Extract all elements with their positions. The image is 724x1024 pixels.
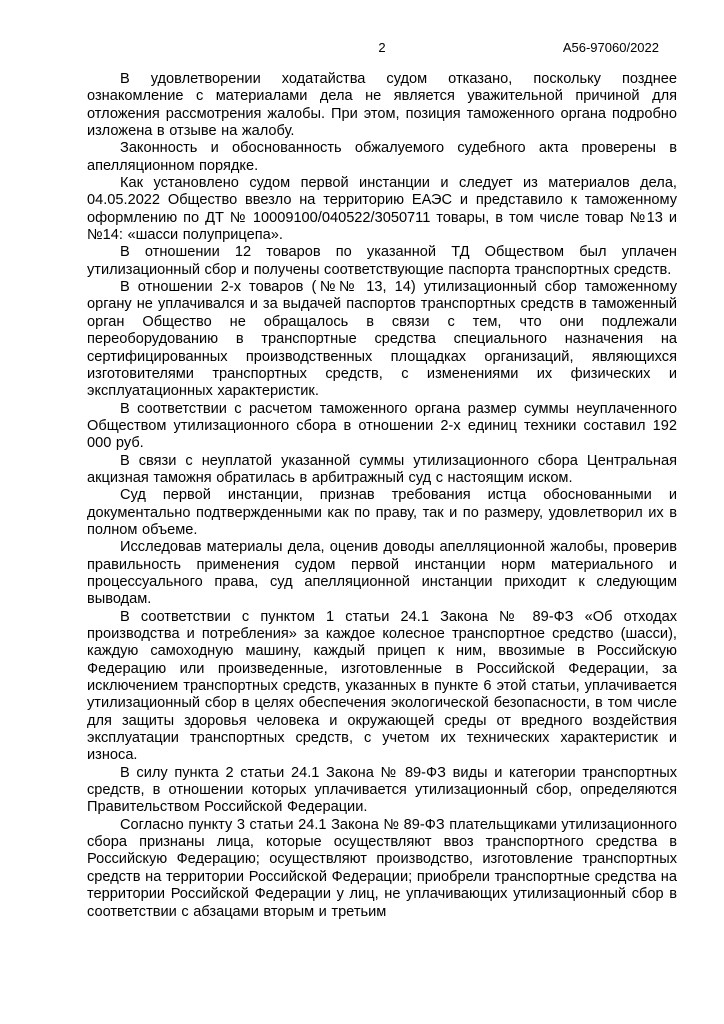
paragraph: В отношении 2-х товаров (№№ 13, 14) утилизационный сбор таможенному органу не уплачивался и за выдачей паспортов транспортных средств в таможенный орган Общество не обращалось в связи с тем, что они подлежали переоборудованию в транспортные средства специального назначения на сертифицированных производственных площадках организаций, являющихся изготовителями транспортных средств, с изменениями их физических и эксплуатационных характеристик. [87,279,677,400]
paragraph: В связи с неуплатой указанной суммы утилизационного сбора Центральная акцизная таможня обратилась в арбитражный суд с настоящим иском. [87,452,677,486]
paragraph: Суд первой инстанции, признав требования истца обоснованными и документально подтвержденными как по праву, так и по размеру, удовлетворил их в полном объеме. [87,487,677,538]
document-body [87,71,677,921]
paragraph: Согласно пункту 3 статьи 24.1 Закона № 89-ФЗ плательщиками утилизационного сбора признаны лица, которые осуществляют ввоз транспортного средства в Российскую Федерацию; осуществляют производство, изготовление транспортных средств на территории Российской Федерации; приобрели транспортные средства на территории Российской Федерации у лиц, не уплачивающих утилизационный сбор в соответствии с абзацами вторым и третьим [87,816,677,920]
paragraph: В отношении 12 товаров по указанной ТД Обществом был уплачен утилизационный сбор и получены соответствующие паспорта транспортных средств. [87,244,677,278]
page-number: 2 [378,40,386,55]
paragraph: Законность и обоснованность обжалуемого судебного акта проверены в апелляционном порядке. [87,140,677,174]
paragraph: Как установлено судом первой инстанции и следует из материалов дела, 04.05.2022 Общество ввезло на территорию ЕАЭС и представило к таможенному оформлению по ДТ № 10009100/040522/3050711 товары, в том числе товар №13 и №14: «шасси полуприцепа». [87,175,677,244]
paragraph: В соответствии с расчетом таможенного органа размер суммы неуплаченного Обществом утилизационного сбора в отношении 2-х единиц техники составил 192 000 руб. [87,400,677,452]
paragraph: Исследовав материалы дела, оценив доводы апелляционной жалобы, проверив правильность применения судом первой инстанции норм материального и процессуального права, суд апелляционной инстанции приходит к следующим выводам. [87,539,677,608]
case-number: А56-97060/2022 [562,40,659,55]
page-header [87,40,677,56]
paragraph: В соответствии с пунктом 1 статьи 24.1 Закона № 89-ФЗ «Об отходах производства и потребления» за каждое колесное транспортное средство (шасси), каждую самоходную машину, каждый прицеп к ним, ввозимые в Российскую Федерацию или произведенные, изготовленные в Российской Федерации, за исключением транспортных средств, указанных в пункте 6 этой статьи, уплачивается утилизационный сбор в целях обеспечения экологической безопасности, в том числе для защиты здоровья человека и окружающей среды от вредного воздействия эксплуатации транспортных средств, с учетом их технических характеристик и износа. [87,608,677,764]
paragraph: В удовлетворении ходатайства судом отказано, поскольку позднее ознакомление с материалами дела не является уважительной причиной для отложения рассмотрения жалобы. При этом, позиция таможенного органа подробно изложена в отзыве на жалобу. [87,71,677,140]
paragraph: В силу пункта 2 статьи 24.1 Закона № 89-ФЗ виды и категории транспортных средств, в отношении которых уплачивается утилизационный сбор, определяются Правительством Российской Федерации. [87,764,677,816]
